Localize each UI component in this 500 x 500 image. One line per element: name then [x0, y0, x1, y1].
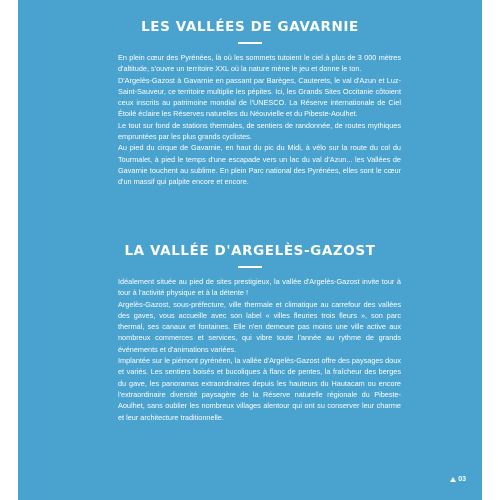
paragraph: Implantée sur le piémont pyrénéen, la vallée d'Argelès-Gazost offre des paysages doux et variés. Les sentiers boisés et bucoliques à flanc de pentes, la fraîcheur des berges du gave, les panoramas extraordinaires depuis les hauteurs du Hautacam ou encore l'extraordinaire diversité paysagère de la Réserve naturelle régionale du Pibeste-Aoulhet, sans oublier les nombreux villages alentour qui ont su conserver leur charme et leur architecture traditionnelle. — [118, 356, 401, 422]
paragraph: D'Argelès-Gazost à Gavarnie en passant par Barèges, Cauterets, le val d'Azun et Luz-Saint-Sauveur, ce territoire multiplie les pépites. Ici, les Grands Sites Occitanie côtoient ceux inscrits au patrimoine mondial de l'UNESCO. La Réserve internationale de Ciel Étoilé éclaire les Réserves naturelles du Néouvielle et du Pibeste-Aoulhet. — [118, 75, 401, 119]
page-number — [450, 476, 466, 483]
section-title-vallees-de-gavarnie: LES VALLÉES DE GAVARNIE — [141, 19, 359, 35]
page-number-label: 03 — [458, 476, 466, 483]
paragraph: Au pied du cirque de Gavarnie, en haut du pic du Midi, à vélo sur la route du col du Tourmalet, à pied le temps d'une escapade vers un lac du val d'Azun... les Vallées de Gavarnie touchent au sublime. En plein Parc national des Pyrénées, elles sont le cœur d'un massif qui palpite encore et encore. — [118, 143, 401, 187]
paragraph: Idéalement située au pied de sites prestigieux, la vallée d'Argelès-Gazost invite tour à tour à l'activité physique et à la détente ! — [118, 277, 401, 298]
section-title-vallee-argeles-gazost: LA VALLÉE D'ARGELÈS-GAZOST — [124, 243, 376, 259]
paragraph: Le tout sur fond de stations thermales, de sentiers de randonnée, de routes mythiques empruntées par les plus grands cyclistes. — [118, 120, 401, 142]
triangle-up-icon — [450, 477, 456, 482]
title-underline — [238, 266, 262, 268]
title-underline — [238, 42, 262, 44]
paragraph: En plein cœur des Pyrénées, là où les sommets tutoient le ciel à plus de 3 000 mètres d'altitude, s'ouvre un territoire XXL où la nature mène le jeu et donne le ton. — [118, 53, 401, 74]
paragraph: Argelès-Gazost, sous-préfecture, ville thermale et climatique au carrefour des vallées des gaves, vous accueille avec son label « villes fleuries trois fleurs », son parc thermal, ses canaux et fontaines. Elle n'en demeure pas moins une ville active aux nombreux commerces et services, qui vibre toute l'année au rythme de grands événements et d'animations variées. — [118, 299, 401, 354]
section-body-vallee-argeles-gazost — [118, 276, 401, 423]
section-body-vallees-de-gavarnie — [118, 52, 401, 188]
page — [18, 0, 482, 500]
